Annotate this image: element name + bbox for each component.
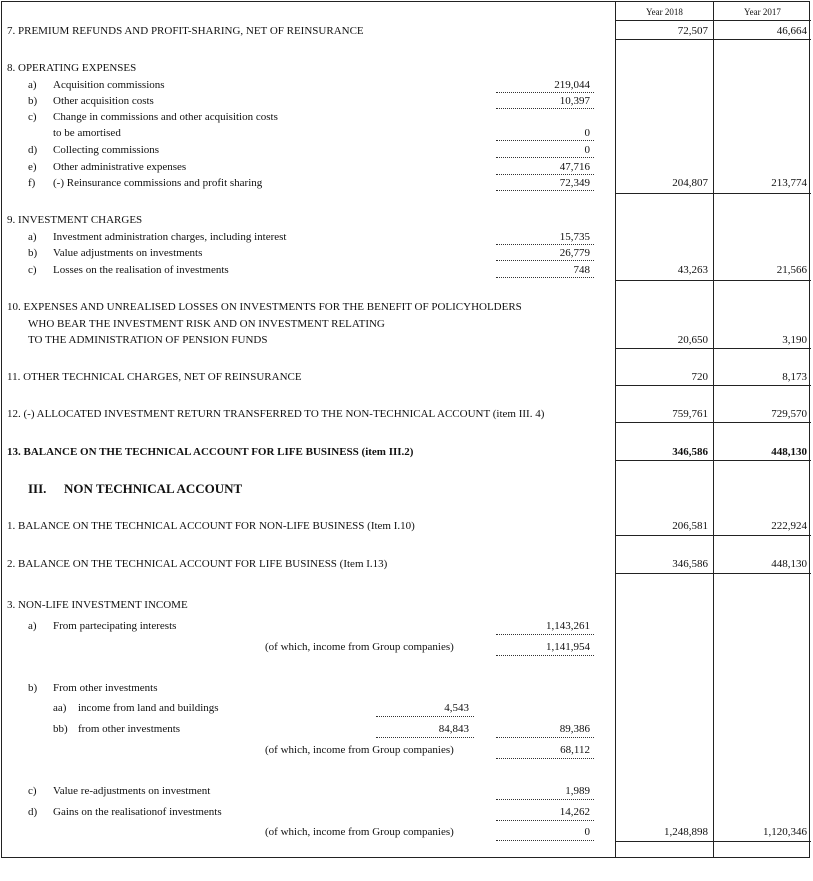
value-underline xyxy=(496,140,594,141)
n1-2018: 206,581 xyxy=(672,520,708,532)
row-separator xyxy=(615,841,811,842)
row-8f-label: (-) Reinsurance commissions and profit sharing xyxy=(53,177,263,189)
row-9-2018: 43,263 xyxy=(677,264,708,276)
n3b-group-label: (of which, income from Group companies) xyxy=(265,744,454,756)
row-10-label-1: 10. EXPENSES AND UNREALISED LOSSES ON INVESTMENTS FOR THE BENEFIT OF POLICYHOLDERS xyxy=(7,301,522,313)
row-separator xyxy=(615,193,811,194)
row-separator xyxy=(615,573,811,574)
n3a-group-label: (of which, income from Group companies) xyxy=(265,641,454,653)
row-separator xyxy=(615,385,811,386)
row-8e-letter: e) xyxy=(28,161,37,173)
row-9-2017: 21,566 xyxy=(776,264,807,276)
row-8e-value: 47,716 xyxy=(559,161,590,173)
row-9-label: 9. INVESTMENT CHARGES xyxy=(7,214,143,226)
row-8a-value: 219,044 xyxy=(554,79,590,91)
n3d-value: 14,262 xyxy=(559,806,590,818)
row-9b-label: Value adjustments on investments xyxy=(53,247,203,259)
row-11-2017: 8,173 xyxy=(782,371,807,383)
n3c-value: 1,989 xyxy=(565,785,590,797)
row-10-2017: 3,190 xyxy=(782,334,807,346)
n3d-group-value: 0 xyxy=(584,826,590,838)
n3-2018: 1,248,898 xyxy=(664,826,708,838)
row-12-label: 12. (-) ALLOCATED INVESTMENT RETURN TRANSFERRED TO THE NON-TECHNICAL ACCOUNT (item III. 4) xyxy=(7,408,545,420)
row-separator xyxy=(615,348,811,349)
value-underline xyxy=(496,260,594,261)
n3a-group-value: 1,141,954 xyxy=(546,641,590,653)
n3b-letter: b) xyxy=(28,682,38,694)
n3c-label: Value re-adjustments on investment xyxy=(53,785,211,797)
row-9a-value: 15,735 xyxy=(559,231,590,243)
row-13-2018: 346,586 xyxy=(672,446,708,458)
n3a-value: 1,143,261 xyxy=(546,620,590,632)
value-underline xyxy=(496,244,594,245)
section-roman: III. xyxy=(28,481,47,496)
row-8b-value: 10,397 xyxy=(559,95,590,107)
row-10-2018: 20,650 xyxy=(677,334,708,346)
row-8b-label: Other acquisition costs xyxy=(53,95,154,107)
value-underline xyxy=(496,92,594,93)
n1-2017: 222,924 xyxy=(771,520,807,532)
n3d-letter: d) xyxy=(28,806,38,818)
row-8d-label: Collecting commissions xyxy=(53,144,160,156)
header-year-2018: Year 2018 xyxy=(646,7,683,17)
value-underline xyxy=(496,799,594,800)
value-underline xyxy=(496,634,594,635)
row-8a-label: Acquisition commissions xyxy=(53,79,165,91)
value-underline xyxy=(496,737,594,738)
value-underline xyxy=(496,820,594,821)
n1-label: 1. BALANCE ON THE TECHNICAL ACCOUNT FOR NON-LIFE BUSINESS (Item I.10) xyxy=(7,520,415,532)
row-8-label: 8. OPERATING EXPENSES xyxy=(7,62,137,74)
row-13-2017: 448,130 xyxy=(771,446,807,458)
row-8-2017: 213,774 xyxy=(771,177,807,189)
n3d-label: Gains on the realisationof investments xyxy=(53,806,222,818)
n3a-letter: a) xyxy=(28,620,37,632)
n3b-total: 89,386 xyxy=(559,723,590,735)
n3b-label: From other investments xyxy=(53,682,158,694)
value-underline xyxy=(496,157,594,158)
row-9a-label: Investment administration charges, including interest xyxy=(53,231,287,243)
n3bb-value: 84,843 xyxy=(438,723,469,735)
row-8b-letter: b) xyxy=(28,95,38,107)
row-7-label: 7. PREMIUM REFUNDS AND PROFIT-SHARING, NET OF REINSURANCE xyxy=(7,25,364,37)
value-underline xyxy=(496,655,594,656)
n3bb-label: from other investments xyxy=(78,723,181,735)
row-12-2018: 759,761 xyxy=(672,408,708,420)
row-8c-label-cont: to be amortised xyxy=(53,127,121,139)
row-8a-letter: a) xyxy=(28,79,37,91)
n2-2018: 346,586 xyxy=(672,558,708,570)
row-9b-letter: b) xyxy=(28,247,38,259)
section-title: NON TECHNICAL ACCOUNT xyxy=(64,481,243,496)
row-separator xyxy=(615,39,811,40)
row-13-label: 13. BALANCE ON THE TECHNICAL ACCOUNT FOR LIFE BUSINESS (item III.2) xyxy=(7,446,414,458)
row-9a-letter: a) xyxy=(28,231,37,243)
column-divider-2018 xyxy=(615,1,616,858)
header-underline xyxy=(615,20,811,21)
row-10-label-3: TO THE ADMINISTRATION OF PENSION FUNDS xyxy=(28,334,268,346)
n3aa-letter: aa) xyxy=(53,702,67,714)
row-separator xyxy=(615,422,811,423)
row-8f-letter: f) xyxy=(28,177,36,189)
row-9c-label: Losses on the realisation of investments xyxy=(53,264,229,276)
row-9c-value: 748 xyxy=(573,264,590,276)
value-underline xyxy=(496,174,594,175)
column-divider-2017 xyxy=(713,1,714,858)
row-12-2017: 729,570 xyxy=(771,408,807,420)
value-underline xyxy=(376,716,474,717)
n2-2017: 448,130 xyxy=(771,558,807,570)
value-underline xyxy=(496,758,594,759)
n3a-label: From partecipating interests xyxy=(53,620,177,632)
value-underline xyxy=(496,840,594,841)
header-year-2017: Year 2017 xyxy=(744,7,781,17)
row-9b-value: 26,779 xyxy=(559,247,590,259)
row-8c-value: 0 xyxy=(584,127,590,139)
row-8f-value: 72,349 xyxy=(559,177,590,189)
row-7-2017: 46,664 xyxy=(776,25,807,37)
row-separator xyxy=(615,535,811,536)
row-8d-value: 0 xyxy=(584,144,590,156)
row-8c-letter: c) xyxy=(28,111,37,123)
n3aa-label: income from land and buildings xyxy=(78,702,219,714)
n3-label: 3. NON-LIFE INVESTMENT INCOME xyxy=(7,599,188,611)
row-9c-letter: c) xyxy=(28,264,37,276)
n3b-group-value: 68,112 xyxy=(560,744,590,756)
row-8e-label: Other administrative expenses xyxy=(53,161,187,173)
row-11-label: 11. OTHER TECHNICAL CHARGES, NET OF REINSURANCE xyxy=(7,371,302,383)
row-7-2018: 72,507 xyxy=(677,25,708,37)
n3-2017: 1,120,346 xyxy=(763,826,807,838)
row-separator xyxy=(615,280,811,281)
n3bb-letter: bb) xyxy=(53,723,68,735)
row-separator xyxy=(615,460,811,461)
value-underline xyxy=(496,108,594,109)
value-underline xyxy=(496,277,594,278)
value-underline xyxy=(496,190,594,191)
n3c-letter: c) xyxy=(28,785,37,797)
n3aa-value: 4,543 xyxy=(444,702,469,714)
n3d-group-label: (of which, income from Group companies) xyxy=(265,826,454,838)
row-8d-letter: d) xyxy=(28,144,38,156)
value-underline xyxy=(376,737,474,738)
n2-label: 2. BALANCE ON THE TECHNICAL ACCOUNT FOR LIFE BUSINESS (Item I.13) xyxy=(7,558,388,570)
row-11-2018: 720 xyxy=(691,371,708,383)
row-8c-label: Change in commissions and other acquisition costs xyxy=(53,111,278,123)
row-8-2018: 204,807 xyxy=(672,177,708,189)
row-10-label-2: WHO BEAR THE INVESTMENT RISK AND ON INVESTMENT RELATING xyxy=(28,318,385,330)
